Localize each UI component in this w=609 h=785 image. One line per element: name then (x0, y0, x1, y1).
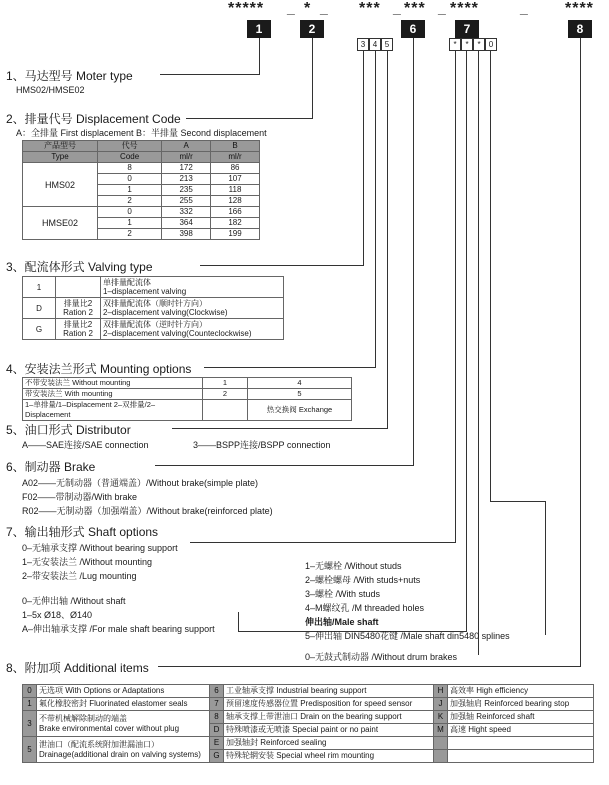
th-b: B (211, 141, 260, 152)
valving-ratio (56, 277, 101, 298)
code-sub-5: 5 (381, 38, 393, 51)
valving-code: 1 (23, 277, 56, 298)
table-row (23, 163, 260, 174)
th-a: A (162, 141, 211, 152)
cell: 199 (211, 229, 260, 240)
valving-desc-cn: 双排量配流体（逆时针方向） (103, 320, 207, 329)
cell: 398 (162, 229, 211, 240)
table-row (23, 400, 352, 421)
type-hms02: HMS02 (23, 163, 98, 207)
cell: 235 (162, 185, 211, 196)
cell: 1 (98, 218, 162, 229)
table-row (23, 319, 284, 340)
valving-desc-en: 1–displacement valving (103, 287, 187, 296)
item-code: 6 (210, 685, 224, 698)
item-code (434, 737, 448, 750)
male-shaft-heading: 伸出轴/Male shaft (305, 617, 379, 627)
th-b-unit: ml/r (211, 152, 260, 163)
cell: 172 (162, 163, 211, 174)
valving-desc-en: 2–displacement valving(Clockwise) (103, 308, 228, 317)
cell: 128 (211, 196, 260, 207)
cell: 118 (211, 185, 260, 196)
brake-r02: R02——无制动器（加强端盖）/Without brake(reinforced plate) (22, 506, 273, 516)
valving-ratio: 排量比2 Ration 2 (56, 298, 101, 319)
item-code: 7 (210, 698, 224, 711)
code-sub-7c: * (473, 38, 485, 51)
item-desc: 预留速度传感器位置 Predisposition for speed sensor (224, 698, 434, 711)
item-desc: 轴承支撑上带泄油口 Drain on the bearing support (224, 711, 434, 724)
cell: 1 (203, 378, 248, 389)
distributor-3: 3——BSPP连接/BSPP connection (193, 440, 331, 450)
studs-1: 1–无螺栓 /Without studs (305, 561, 402, 571)
valving-desc-cn: 双排量配流体（顺时针方向） (103, 299, 207, 308)
cell: 2 (98, 229, 162, 240)
item-code: K (434, 711, 448, 724)
item-desc: 氟化橡胶密封 Fluorinated elastomer seals (37, 698, 210, 711)
code-sub-4: 4 (369, 38, 381, 51)
cell: 0 (98, 174, 162, 185)
section-4-title: 4、安装法兰形式 Mounting options (6, 360, 194, 377)
code-stars-2: * (304, 0, 312, 17)
code-sub-7d: 0 (485, 38, 497, 51)
th-type: 产品型号 (23, 141, 98, 152)
cell: 213 (162, 174, 211, 185)
displacement-table (22, 140, 260, 240)
cell: 不带安装法兰 Without mounting (23, 378, 203, 389)
item-desc: 加强轴 Reinforced shaft (448, 711, 594, 724)
item-desc: 特殊喷漆或无喷漆 Special paint or no paint (224, 724, 434, 737)
code-dash-5: _ (520, 0, 528, 16)
th-code-en: Code (98, 152, 162, 163)
item-code: M (434, 724, 448, 737)
valving-ratio: 排量比2 Ration 2 (56, 319, 101, 340)
cell: 1–单排量/1–Displacement 2–双排量/2–Displacement (23, 400, 203, 421)
studs-3: 3–螺栓 /With studs (305, 589, 381, 599)
item-code: H (434, 685, 448, 698)
item-code: E (210, 737, 224, 750)
item-code: 0 (23, 685, 37, 698)
table-row (23, 685, 594, 698)
additional-items-table (22, 684, 594, 763)
th-a-unit: ml/r (162, 152, 211, 163)
code-sub-7a: * (449, 38, 461, 51)
item-code: 8 (210, 711, 224, 724)
item-desc: 加强轴封 Reinforced sealing (224, 737, 434, 750)
table-row (23, 711, 594, 724)
table-row (23, 277, 284, 298)
code-box-2: 2 (300, 20, 324, 38)
cell (203, 400, 248, 421)
cell: 带安装法兰 With mounting (23, 389, 203, 400)
section-6-title: 6、制动器 Brake (6, 458, 98, 475)
mounting-table (22, 377, 352, 421)
cell: 332 (162, 207, 211, 218)
shaft-0: 0–无轴承支撑 /Without bearing support (22, 543, 178, 553)
table-row (23, 378, 352, 389)
item-code: 1 (23, 698, 37, 711)
shaft-1: 1–无安装法兰 /Without mounting (22, 557, 153, 567)
code-stars-6: **** (565, 0, 594, 17)
shaft-2: 2–带安装法兰 /Lug mounting (22, 571, 137, 581)
section-3-title: 3、配流体形式 Valving type (6, 258, 156, 275)
shaft-a: A–伸出轴承支撑 /For male shaft bearing support (22, 624, 215, 634)
cell: 2 (203, 389, 248, 400)
item-desc: 加强轴肩 Reinforced bearing stop (448, 698, 594, 711)
section-5-title: 5、油口形式 Distributor (6, 421, 134, 438)
item-desc: 不带机械解除制动的端盖 Brake environmental cover without plug (37, 711, 210, 737)
valving-desc-cn: 单排量配流体 (103, 278, 151, 287)
item-desc: 无选项 With Options or Adaptations (37, 685, 210, 698)
code-dash-1: _ (287, 0, 295, 16)
item-code: D (210, 724, 224, 737)
item-desc: 工业轴承支撑 Industrial bearing support (224, 685, 434, 698)
valving-table (22, 276, 284, 340)
cell: 1 (98, 185, 162, 196)
type-hmse02: HMSE02 (23, 207, 98, 240)
item-code (434, 750, 448, 763)
cell: 4 (248, 378, 352, 389)
code-stars-1: ***** (228, 0, 265, 17)
item-code: J (434, 698, 448, 711)
cell: 166 (211, 207, 260, 218)
code-box-1: 1 (247, 20, 271, 38)
cell: 86 (211, 163, 260, 174)
valving-code: G (23, 319, 56, 340)
table-row (23, 389, 352, 400)
section-2-title: 2、排量代号 Displacement Code (6, 110, 184, 127)
section-7-title: 7、输出轴形式 Shaft options (6, 523, 161, 540)
cell: 2 (98, 196, 162, 207)
item-desc: 高效率 High efficiency (448, 685, 594, 698)
code-stars-4: *** (404, 0, 426, 17)
code-dash-4: _ (438, 0, 446, 16)
shaft-none: 0–无伸出轴 /Without shaft (22, 596, 126, 606)
code-sub-7b: * (461, 38, 473, 51)
item-desc: 特殊轮辋安装 Special wheel rim mounting (224, 750, 434, 763)
code-box-8: 8 (568, 20, 592, 38)
code-dash-2: _ (320, 0, 328, 16)
cell: 364 (162, 218, 211, 229)
table-row (23, 298, 284, 319)
table-row (23, 698, 594, 711)
item-desc (448, 737, 594, 750)
studs-4: 4–M螺纹孔 /M threaded holes (305, 603, 425, 613)
item-code: 3 (23, 711, 37, 737)
item-code: 5 (23, 737, 37, 763)
item-desc: 高速 Hight speed (448, 724, 594, 737)
item-code: G (210, 750, 224, 763)
cell: 255 (162, 196, 211, 207)
code-box-6: 6 (401, 20, 425, 38)
code-stars-3: *** (359, 0, 381, 17)
th-code: 代号 (98, 141, 162, 152)
table-row (23, 207, 260, 218)
cell: 8 (98, 163, 162, 174)
motor-type-value: HMS02/HMSE02 (16, 85, 85, 95)
code-stars-5: **** (450, 0, 479, 17)
valving-desc-en: 2–displacement valving(Counteclockwise) (103, 329, 252, 338)
cell: 0 (98, 207, 162, 218)
code-box-7: 7 (455, 20, 479, 38)
drum-brake-0: 0–无鼓式制动器 /Without drum brakes (305, 652, 458, 662)
shaft-5x: 1–5x Ø18、Ø140 (22, 610, 93, 620)
section-8-title: 8、附加项 Additional items (6, 659, 152, 676)
displacement-subtitle: A：全排量 First displacement B：半排量 Second displacement (16, 128, 267, 138)
cell: 182 (211, 218, 260, 229)
brake-f02: F02——带制动器/With brake (22, 492, 138, 502)
studs-5: 5–伸出轴 DIN5480花键 /Male shaft din5480 splines (305, 631, 510, 641)
distributor-a: A——SAE连接/SAE connection (22, 440, 149, 450)
cell: 107 (211, 174, 260, 185)
brake-a02: A02——无制动器（普通端盖）/Without brake(simple plate) (22, 478, 259, 488)
cell: 热交换阀 Exchange (248, 400, 352, 421)
code-sub-3: 3 (357, 38, 369, 51)
th-type-en: Type (23, 152, 98, 163)
valving-code: D (23, 298, 56, 319)
section-1-title: 1、马达型号 Moter type (6, 67, 136, 84)
item-desc: 泄油口（配流系统附加泄漏油口） Drainage(additional drain on valving systems) (37, 737, 210, 763)
cell: 5 (248, 389, 352, 400)
code-dash-3: _ (393, 0, 401, 16)
item-desc (448, 750, 594, 763)
table-row (23, 737, 594, 750)
studs-2: 2–螺栓螺母 /With studs+nuts (305, 575, 421, 585)
